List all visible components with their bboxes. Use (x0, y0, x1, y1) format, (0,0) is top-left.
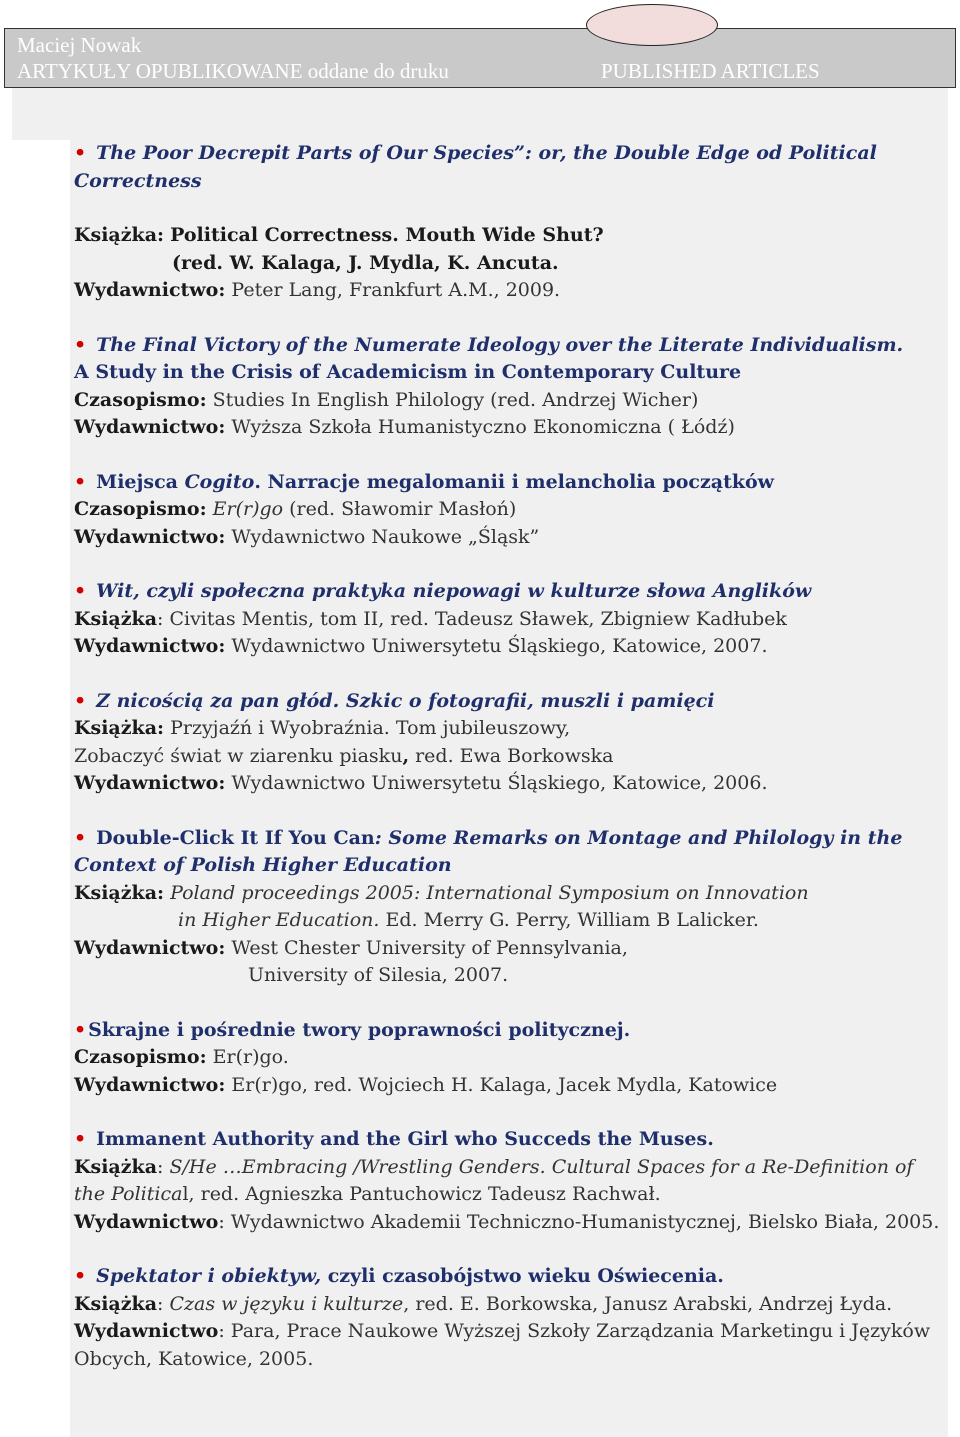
publisher-line: Wydawnictwo: Wydawnictwo Akademii Techniczno-Humanistycznej, Bielsko Biała, 2005. (74, 1210, 940, 1233)
publisher-line: Wydawnictwo: West Chester University of Pennsylvania, (74, 936, 628, 959)
article-entry (74, 1263, 946, 1373)
bullet-icon: • (74, 1128, 87, 1150)
journal-line: Czasopismo: Studies In English Philology (red. Andrzej Wicher) (74, 388, 699, 411)
book-line: Książka: Czas w języku i kulturze, red. E. Borkowska, Janusz Arabski, Andrzej Łyda. (74, 1292, 893, 1315)
header-english-label: PUBLISHED ARTICLES (601, 59, 820, 83)
journal-line: Czasopismo: Er(r)go. (74, 1046, 289, 1068)
article-title: • Miejsca Cogito. Narracje megalomanii i melancholia początków (74, 470, 775, 493)
article-title: • Immanent Authority and the Girl who Succeds the Muses. (74, 1128, 714, 1150)
book-line: Książka: S/He …Embracing /Wrestling Genders. Cultural Spaces for a Re-Definition of (74, 1155, 914, 1178)
article-title: • Wit, czyli społeczna praktyka niepowagi w kulturze słowa Anglików (74, 580, 812, 602)
article-entry (74, 332, 946, 442)
article-title: • Spektator i obiektyw, czyli czasobójstwo wieku Oświecenia. (74, 1265, 724, 1287)
book-line-cont: Zobaczyć świat w ziarenku piasku, red. Ewa Borkowska (74, 744, 614, 767)
bullet-icon: • (74, 470, 87, 493)
article-entry (74, 825, 946, 990)
book-line: Książka: Political Correctness. Mouth Wide Shut? (74, 224, 604, 246)
decorative-oval (586, 4, 718, 46)
book-line: Książka: Civitas Mentis, tom II, red. Tadeusz Sławek, Zbigniew Kadłubek (74, 607, 787, 630)
publisher-line: Wydawnictwo: Wyższa Szkoła Humanistyczno Ekonomiczna ( Łódź) (74, 416, 735, 438)
article-entry (74, 688, 946, 798)
publisher-line: Wydawnictwo: Er(r)go, red. Wojciech H. Kalaga, Jacek Mydla, Katowice (74, 1073, 778, 1096)
bullet-icon: • (74, 689, 87, 712)
author-name: Maciej Nowak (17, 33, 142, 57)
article-title-cont: Context of Polish Higher Education (74, 854, 452, 876)
article-title: • Skrajne i pośrednie twory poprawności politycznej. (74, 1018, 631, 1041)
publisher-line: Wydawnictwo: Peter Lang, Frankfurt A.M., 2009. (74, 279, 561, 301)
publisher-line: Wydawnictwo: Wydawnictwo Uniwersytetu Śląskiego, Katowice, 2006. (74, 772, 768, 794)
article-title: • Z nicością za pan głód. Szkic o fotografii, muszli i pamięci (74, 689, 715, 712)
bullet-icon: • (74, 1265, 87, 1287)
header-subtitle: ARTYKUŁY OPUBLIKOWANE oddane do druku (17, 59, 449, 83)
bullet-icon: • (74, 1018, 87, 1041)
publisher-line-cont: University of Silesia, 2007. (248, 964, 509, 986)
article-title: • The Poor Decrepit Parts of Our Species”: or, the Double Edge od Political (74, 142, 877, 164)
article-entry (74, 578, 946, 661)
header-bar (4, 28, 956, 88)
publisher-line: Wydawnictwo: Wydawnictwo Uniwersytetu Śląskiego, Katowice, 2007. (74, 635, 768, 657)
article-entry (74, 1017, 946, 1100)
editors-line: (red. W. Kalaga, J. Mydla, K. Ancuta. (172, 251, 559, 274)
bullet-icon: • (74, 580, 87, 602)
book-line-cont: in Higher Education. Ed. Merry G. Perry, William B Lalicker. (178, 909, 759, 931)
journal-line: Czasopismo: Er(r)go (red. Sławomir Masłoń) (74, 498, 517, 520)
articles-list (74, 140, 946, 1400)
publisher-line: Wydawnictwo: Wydawnictwo Naukowe „Śląsk” (74, 525, 540, 548)
publisher-line-cont: Obcych, Katowice, 2005. (74, 1347, 314, 1370)
article-entry (74, 1126, 946, 1236)
article-entry (74, 469, 946, 552)
article-title: • Double-Click It If You Can: Some Remarks on Montage and Philology in the (74, 826, 903, 849)
bullet-icon: • (74, 826, 87, 849)
publisher-line: Wydawnictwo: Para, Prace Naukowe Wyższej Szkoły Zarządzania Marketingu i Języków (74, 1320, 931, 1342)
article-subtitle: A Study in the Crisis of Academicism in Contemporary Culture (74, 361, 742, 383)
article-title-cont: Correctness (74, 169, 202, 192)
article-title: • The Final Victory of the Numerate Ideology over the Literate Individualism. (74, 333, 904, 356)
bullet-icon: • (74, 142, 87, 164)
book-line: Książka: Przyjaźń i Wyobraźnia. Tom jubileuszowy, (74, 717, 571, 739)
left-margin (12, 140, 70, 1437)
article-entry (74, 140, 946, 305)
book-line: Książka: Poland proceedings 2005: International Symposium on Innovation (74, 881, 809, 904)
book-line-cont: the Political, red. Agnieszka Pantuchowicz Tadeusz Rachwał. (74, 1183, 661, 1205)
bullet-icon: • (74, 333, 87, 356)
